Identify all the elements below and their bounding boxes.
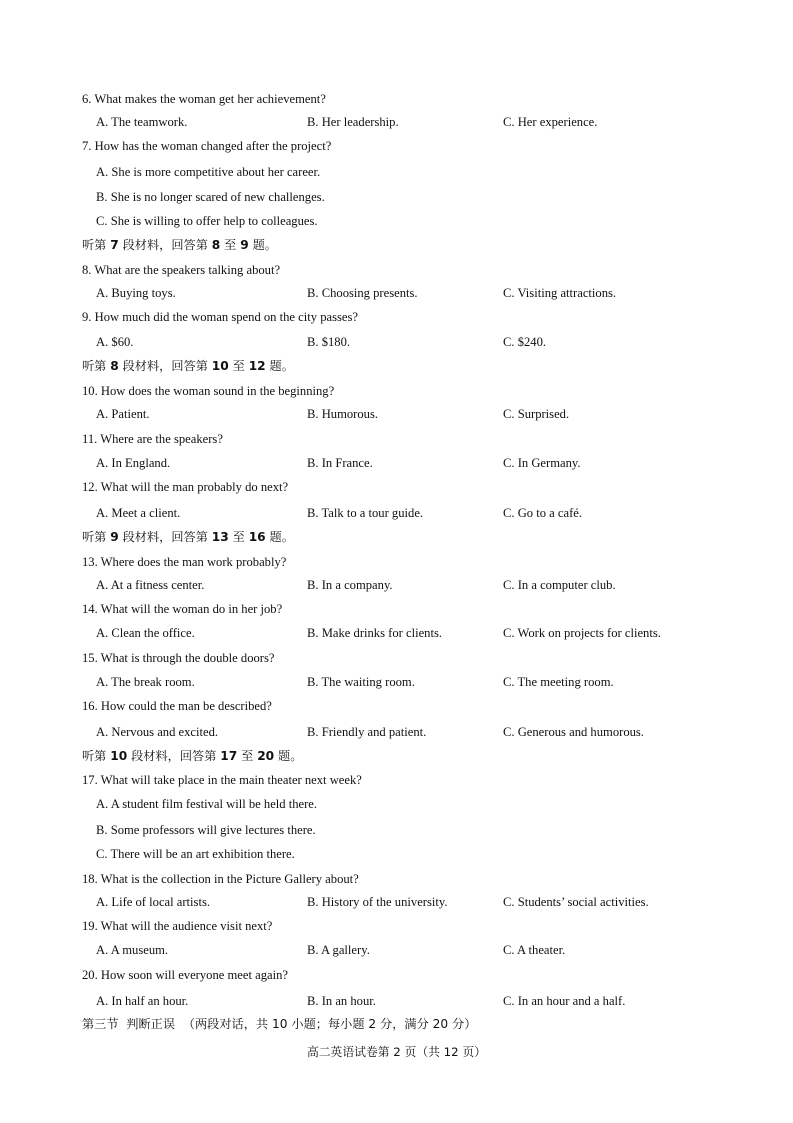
option-6b: B. Her leadership. <box>307 115 399 129</box>
question-16: 16. How could the man be described? <box>82 699 272 713</box>
option-8b: B. Choosing presents. <box>307 286 418 300</box>
option-14a: A. Clean the office. <box>96 626 195 640</box>
option-20a: A. In half an hour. <box>96 994 189 1008</box>
question-11: 11. Where are the speakers? <box>82 432 223 446</box>
question-19: 19. What will the audience visit next? <box>82 919 273 933</box>
option-18b: B. History of the university. <box>307 895 448 909</box>
question-18: 18. What is the collection in the Picture Gallery about? <box>82 872 359 886</box>
option-19a: A. A museum. <box>96 943 169 957</box>
option-18c: C. Students’ social activities. <box>503 895 649 909</box>
option-17b: B. Some professors will give lectures there. <box>96 823 316 837</box>
question-14: 14. What will the woman do in her job? <box>82 602 283 616</box>
option-16a: A. Nervous and excited. <box>96 725 219 739</box>
section-heading-8: 听第 8 段材料，回答第 10 至 12 题。 <box>82 359 294 373</box>
option-13b: B. In a company. <box>307 578 393 592</box>
question-12: 12. What will the man probably do next? <box>82 480 289 494</box>
question-17: 17. What will take place in the main theater next week? <box>82 773 362 787</box>
option-20c: C. In an hour and a half. <box>503 994 626 1008</box>
option-15b: B. The waiting room. <box>307 675 415 689</box>
option-7a: A. She is more competitive about her career. <box>96 165 321 179</box>
option-12b: B. Talk to a tour guide. <box>307 506 424 520</box>
question-15: 15. What is through the double doors? <box>82 651 275 665</box>
option-18a: A. Life of local artists. <box>96 895 211 909</box>
question-10: 10. How does the woman sound in the beginning? <box>82 384 335 398</box>
option-12c: C. Go to a café. <box>503 506 583 520</box>
option-19b: B. A gallery. <box>307 943 370 957</box>
option-8c: C. Visiting attractions. <box>503 286 617 300</box>
option-13a: A. At a fitness center. <box>96 578 205 592</box>
option-16b: B. Friendly and patient. <box>307 725 427 739</box>
option-10a: A. Patient. <box>96 407 150 421</box>
question-20: 20. How soon will everyone meet again? <box>82 968 288 982</box>
option-20b: B. In an hour. <box>307 994 376 1008</box>
option-15c: C. The meeting room. <box>503 675 614 689</box>
option-7c: C. She is willing to offer help to colleagues. <box>96 214 318 228</box>
option-19c: C. A theater. <box>503 943 566 957</box>
option-6a: A. The teamwork. <box>96 115 188 129</box>
section-heading-7: 听第 7 段材料，回答第 8 至 9 题。 <box>82 238 277 252</box>
option-17c: C. There will be an art exhibition there. <box>96 847 295 861</box>
part3-heading: 第三节 判断正误 （两段对话，共 10 小题；每小题 2 分，满分 20 分） <box>82 1017 477 1031</box>
option-7b: B. She is no longer scared of new challenges. <box>96 190 325 204</box>
option-14c: C. Work on projects for clients. <box>503 626 661 640</box>
option-6c: C. Her experience. <box>503 115 598 129</box>
option-10b: B. Humorous. <box>307 407 379 421</box>
option-15a: A. The break room. <box>96 675 195 689</box>
option-8a: A. Buying toys. <box>96 286 176 300</box>
question-13: 13. Where does the man work probably? <box>82 555 287 569</box>
question-9: 9. How much did the woman spend on the city passes? <box>82 310 358 324</box>
section-heading-9: 听第 9 段材料，回答第 13 至 16 题。 <box>82 530 294 544</box>
option-17a: A. A student film festival will be held there. <box>96 797 318 811</box>
option-9a: A. $60. <box>96 335 134 349</box>
option-9c: C. $240. <box>503 335 547 349</box>
option-12a: A. Meet a client. <box>96 506 181 520</box>
option-16c: C. Generous and humorous. <box>503 725 644 739</box>
option-11c: C. In Germany. <box>503 456 581 470</box>
option-9b: B. $180. <box>307 335 351 349</box>
option-14b: B. Make drinks for clients. <box>307 626 443 640</box>
option-10c: C. Surprised. <box>503 407 570 421</box>
question-7: 7. How has the woman changed after the project? <box>82 139 332 153</box>
option-11b: B. In France. <box>307 456 373 470</box>
option-13c: C. In a computer club. <box>503 578 616 592</box>
page-footer: 高二英语试卷第 2 页（共 12 页） <box>306 1045 487 1059</box>
option-11a: A. In England. <box>96 456 171 470</box>
section-heading-10: 听第 10 段材料，回答第 17 至 20 题。 <box>82 749 303 763</box>
question-6: 6. What makes the woman get her achievement? <box>82 92 326 106</box>
question-8: 8. What are the speakers talking about? <box>82 263 281 277</box>
